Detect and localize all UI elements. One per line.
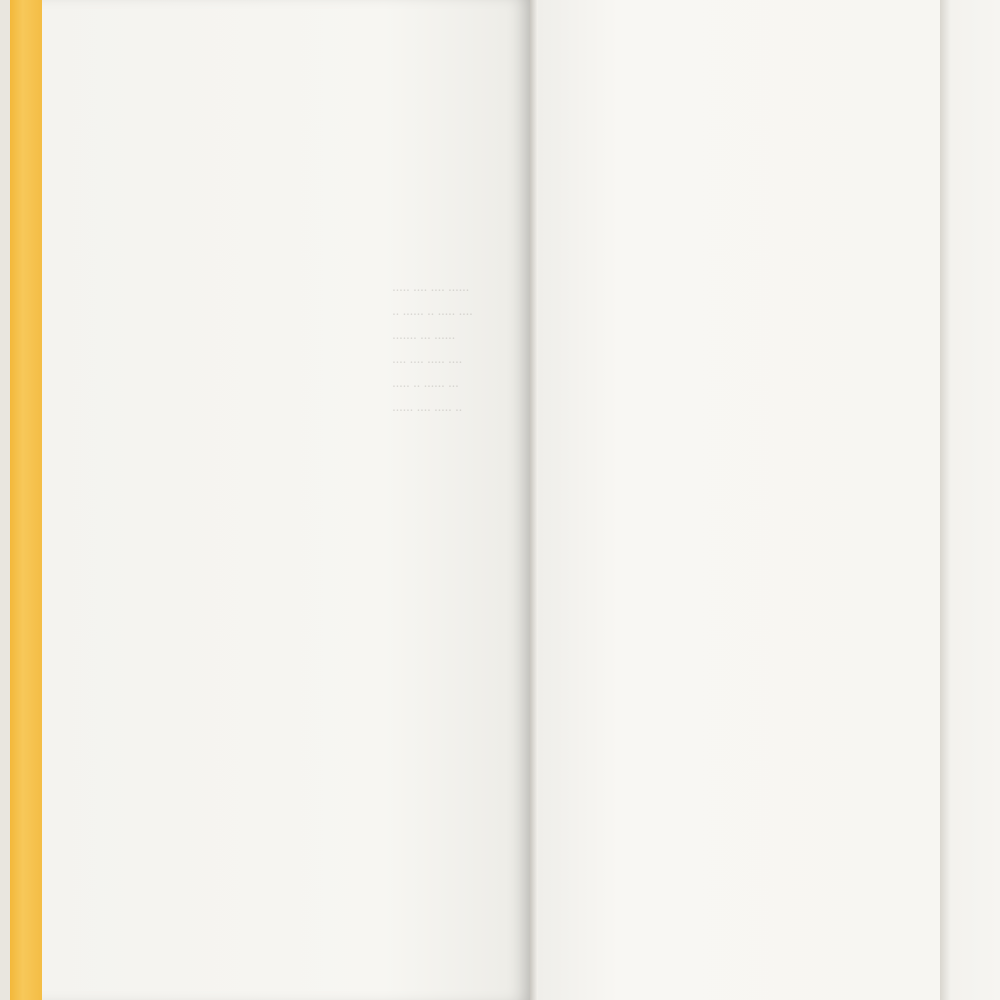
bleed-through-text: ····· ···· ···· ······ ·· ······ ·· ····· ···· ······· ··· ······ ···· ···· ····· ···· ····· ·· ······ ··· ······ ···· ····· ··: [392, 284, 473, 419]
page-edge-gilding: [10, 0, 42, 1000]
next-page-edge: [940, 0, 1000, 1000]
left-page: [42, 0, 530, 1000]
right-page: [538, 0, 940, 1000]
book-gutter: [530, 0, 538, 1000]
